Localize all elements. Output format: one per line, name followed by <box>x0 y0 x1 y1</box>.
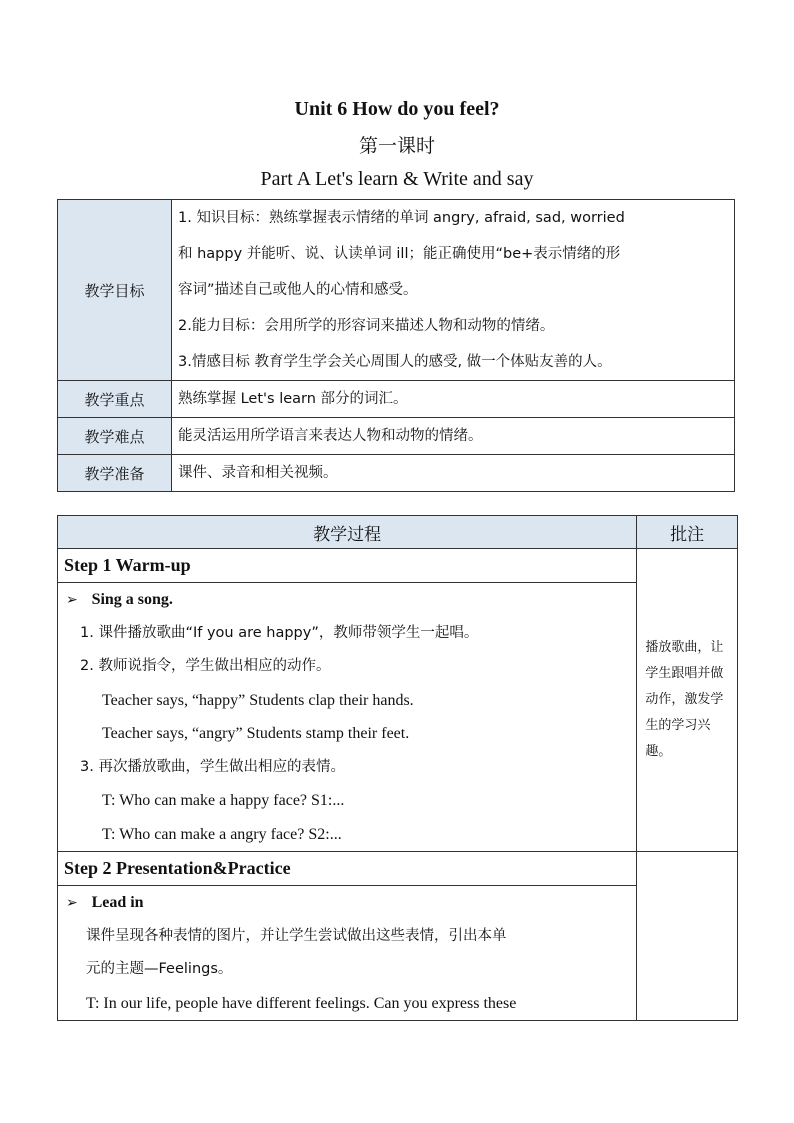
key-points-row <box>58 381 735 418</box>
difficulties-text: 能灵活运用所学语言来表达人物和动物的情绪。 <box>178 428 483 444</box>
notes-header: 批注 <box>637 516 738 549</box>
step2-bullet <box>58 886 636 920</box>
step2-note <box>637 852 738 1021</box>
goals-line-1: 1. 知识目标：熟练掌握表示情绪的单词 angry, afraid, sad, worried <box>178 210 625 226</box>
step1-bullet <box>58 583 636 617</box>
step1-item-2: 2. 教师说指令，学生做出相应的动作。 <box>80 658 331 674</box>
step1-title: Step 1 Warm-up <box>58 549 637 583</box>
step1-note-line-4: 生的学习兴趣。 <box>645 718 711 759</box>
step1-note-line-3: 动作，激发学 <box>645 692 724 707</box>
difficulties-label: 教学难点 <box>58 418 172 455</box>
step2-title-row <box>58 852 738 886</box>
goals-line-2: 和 happy 并能听、说、认读单词 ill；能正确使用“be+表示情绪的形 <box>178 246 621 262</box>
process-table <box>57 515 738 1021</box>
step1-note-line-1: 播放歌曲，让 <box>645 640 724 655</box>
preparation-text: 课件、录音和相关视频。 <box>178 465 338 481</box>
step1-item-4: Teacher says, “angry” Students stamp their feet. <box>102 725 410 742</box>
key-points-content <box>172 381 735 418</box>
goals-content <box>172 200 735 381</box>
step1-note <box>637 549 738 852</box>
difficulties-row <box>58 418 735 455</box>
goals-row <box>58 200 735 381</box>
step1-body <box>58 583 637 852</box>
step2-item-2: 元的主题—Feelings。 <box>86 961 233 977</box>
key-points-text: 熟练掌握 Let's learn 部分的词汇。 <box>178 391 408 407</box>
goals-line-4: 2.能力目标：会用所学的形容词来描述人物和动物的情绪。 <box>178 318 555 334</box>
step1-note-line-2: 学生跟唱并做 <box>645 666 724 681</box>
objectives-table <box>57 199 735 492</box>
difficulties-content <box>172 418 735 455</box>
step1-item-6: T: Who can make a happy face? S1:... <box>102 792 345 809</box>
goals-line-3: 容词”描述自己或他人的心情和感受。 <box>178 282 418 298</box>
step1-body-row <box>58 583 738 852</box>
arrow-bullet-icon: ➢ <box>66 592 78 608</box>
unit-title: Unit 6 How do you feel? <box>294 98 500 120</box>
key-points-label: 教学重点 <box>58 381 172 418</box>
step2-item-3: T: In our life, people have different feelings. Can you express these <box>86 994 517 1012</box>
process-header-row <box>58 516 738 549</box>
step1-bullet-text: Sing a song. <box>91 591 173 608</box>
process-header: 教学过程 <box>58 516 637 549</box>
step1-item-7: T: Who can make a angry face? S2:... <box>102 825 342 843</box>
step2-body <box>58 886 637 1021</box>
arrow-bullet-icon: ➢ <box>66 895 78 911</box>
step1-item-5: 3. 再次播放歌曲，学生做出相应的表情。 <box>80 758 345 775</box>
step2-bullet-text: Lead in <box>91 894 144 911</box>
step2-title: Step 2 Presentation&Practice <box>58 852 637 886</box>
step2-item-1: 课件呈现各种表情的图片，并让学生尝试做出这些表情，引出本单 <box>86 927 507 944</box>
step1-title-row <box>58 549 738 583</box>
preparation-content <box>172 455 735 492</box>
goals-line-5: 3.情感目标 教育学生学会关心周围人的感受, 做一个体贴友善的人。 <box>178 354 612 370</box>
part-title: Part A Let's learn & Write and say <box>260 168 534 190</box>
goals-label: 教学目标 <box>58 200 172 381</box>
lesson-number: 第一课时 <box>358 135 435 157</box>
step1-item-1: 1. 课件播放歌曲“If you are happy”，教师带领学生一起唱。 <box>80 624 479 641</box>
preparation-label: 教学准备 <box>58 455 172 492</box>
step2-body-row <box>58 886 738 1021</box>
step1-item-3: Teacher says, “happy” Students clap their hands. <box>102 691 414 709</box>
preparation-row <box>58 455 735 492</box>
